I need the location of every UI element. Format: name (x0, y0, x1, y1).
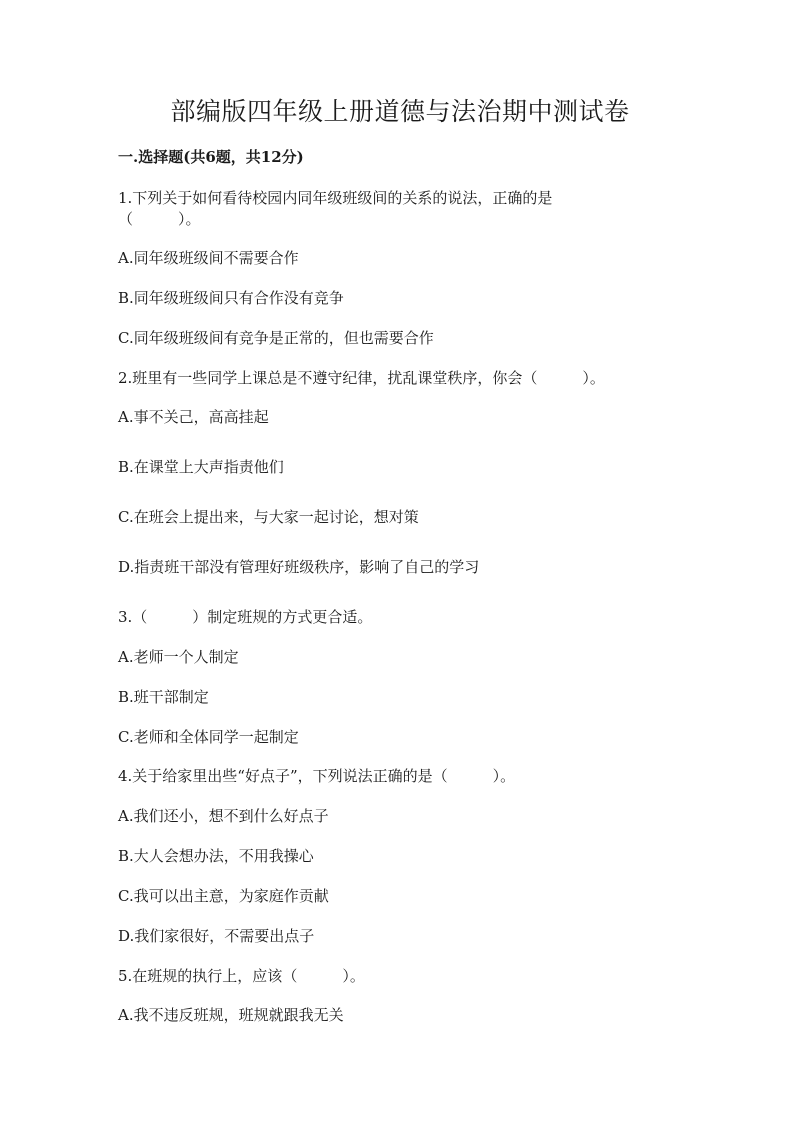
question-2-option-d: D.指责班干部没有管理好班级秩序，影响了自己的学习 (118, 558, 480, 576)
question-4-option-a: A.我们还小，想不到什么好点子 (118, 807, 329, 825)
question-2-option-b: B.在课堂上大声指责他们 (118, 458, 284, 476)
question-4-stem: 4.关于给家里出些“好点子”，下列说法正确的是（ ）。 (118, 767, 516, 785)
question-1-option-c: C.同年级班级间有竞争是正常的，但也需要合作 (118, 329, 434, 347)
section-heading-multiple-choice: 一.选择题(共6题，共12分) (118, 148, 304, 166)
question-5-option-a: A.我不违反班规，班规就跟我无关 (118, 1006, 344, 1024)
question-2-option-c: C.在班会上提出来，与大家一起讨论，想对策 (118, 508, 419, 526)
question-4-option-d: D.我们家很好，不需要出点子 (118, 927, 315, 945)
question-4-option-b: B.大人会想办法，不用我操心 (118, 847, 314, 865)
question-1-option-a: A.同年级班级间不需要合作 (118, 249, 299, 267)
question-2-option-a: A.事不关己，高高挂起 (118, 408, 269, 426)
question-1-stem-continuation: （ ）。 (118, 210, 201, 228)
question-4-option-c: C.我可以出主意，为家庭作贡献 (118, 887, 329, 905)
question-3-option-b: B.班干部制定 (118, 688, 209, 706)
question-1-stem: 1.下列关于如何看待校园内同年级班级间的关系的说法，正确的是 (118, 189, 553, 207)
question-1-option-b: B.同年级班级间只有合作没有竞争 (118, 289, 344, 307)
question-3-stem: 3.（ ）制定班规的方式更合适。 (118, 608, 373, 626)
question-5-stem: 5.在班规的执行上，应该（ ）。 (118, 967, 365, 985)
question-2-stem: 2.班里有一些同学上课总是不遵守纪律，扰乱课堂秩序，你会（ ）。 (118, 369, 605, 387)
exam-title: 部编版四年级上册道德与法治期中测试卷 (170, 97, 630, 126)
question-3-option-a: A.老师一个人制定 (118, 648, 239, 666)
question-3-option-c: C.老师和全体同学一起制定 (118, 728, 299, 746)
